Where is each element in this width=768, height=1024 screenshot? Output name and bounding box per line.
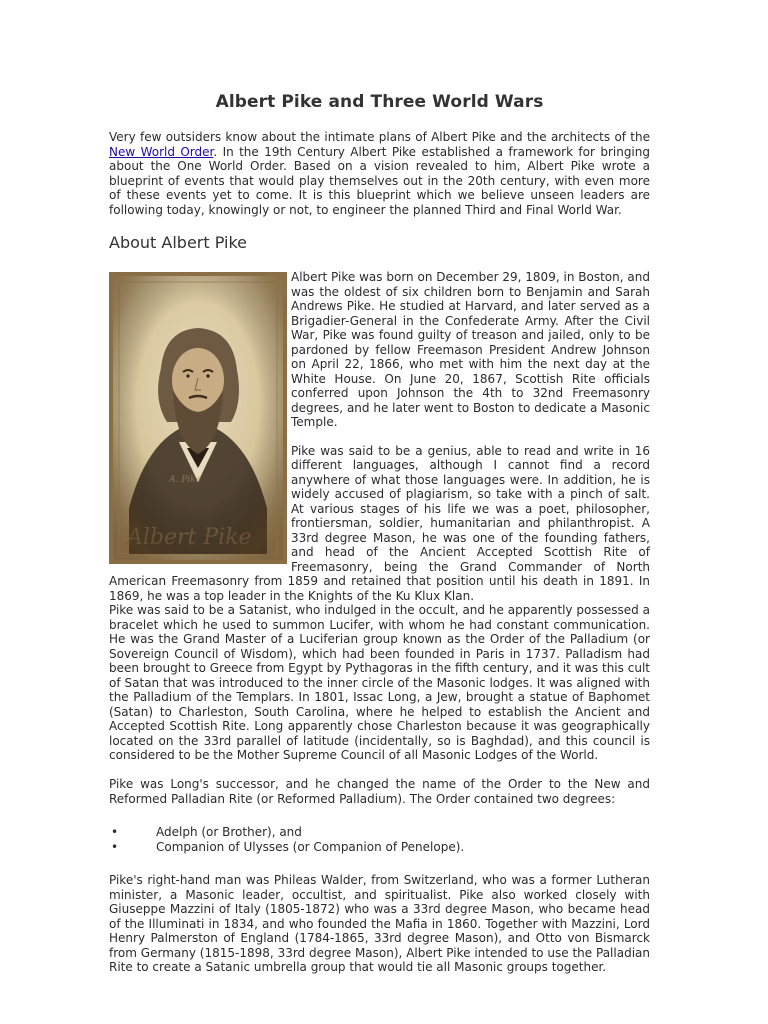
intro-text-end: . In the 19th Century Albert Pike established a framework for bringing about the One World Order. Based on a vision revealed to him, Albert Pike wrote a blueprint of events that would play themselves out in the 20th century, with even more of these events yet to come. It is this blueprint which we believe unseen leaders are following today, knowingly or not, to engineer the planned Third and Final World War. xyxy=(109,144,650,217)
intro-paragraph xyxy=(109,130,650,217)
walder-paragraph: Pike's right-hand man was Phileas Walder, from Switzerland, who was a former Lutheran minister, a Masonic leader, occultist, and spiritualist. Pike also worked closely with Giuseppe Mazzini of Italy (1805-1872) who was a 33rd degree Mason, who became head of the Illuminati in 1834, and who founded the Mafia in 1860. Together with Mazzini, Lord Henry Palmerston of England (1784-1865, 33rd degree Mason), and Otto von Bismarck from Germany (1815-1898, 33rd degree Mason), Albert Pike intended to use the Palladian Rite to create a Satanic umbrella group that would tie all Masonic groups together. xyxy=(109,873,650,974)
list-item-text: Companion of Ulysses (or Companion of Penelope). xyxy=(156,840,465,854)
satanist-paragraph: Pike was said to be a Satanist, who indulged in the occult, and he apparently possessed a bracelet which he used to summon Lucifer, with whom he had constant communication. He was the Grand Master of a Luciferian group known as the Order of the Palladium (or Sovereign Council of Wisdom), which had been founded in Paris in 1737. Palladism had been brought to Greece from Egypt by Pythagoras in the fifth century, and it was this cult of Satan that was introduced to the inner circle of the Masonic lodges. It was aligned with the Palladium of the Templars. In 1801, Issac Long, a Jew, brought a statue of Baphomet (Satan) to Charleston, South Carolina, where he helped to establish the Ancient and Accepted Scottish Rite. Long apparently chose Charleston because it was geographically located on the 33rd parallel of latitude (incidentally, so is Baghdad), and this council is considered to be the Mother Supreme Council of all Masonic Lodges of the World. xyxy=(109,603,650,762)
bullet-icon: • xyxy=(111,840,119,854)
successor-paragraph: Pike was Long's successor, and he changed the name of the Order to the New and Reformed Palladian Rite (or Reformed Palladium). The Order contained two degrees: xyxy=(109,777,650,806)
bullet-icon: • xyxy=(111,825,119,839)
list-item-text: Adelph (or Brother), and xyxy=(156,825,302,839)
new-world-order-link[interactable]: New World Order xyxy=(109,144,214,159)
bio-section xyxy=(109,270,650,617)
degrees-list xyxy=(109,825,650,855)
albert-pike-portrait xyxy=(109,272,287,564)
page-title: Albert Pike and Three World Wars xyxy=(215,92,544,112)
list-item xyxy=(109,840,650,855)
bio-paragraph-2: Pike was said to be a genius, able to read and write in 16 different languages, although I cannot find a record anywhere of what those languages were. In addition, he is widely accused of plagiarism, so take with a pinch of salt. At various stages of his life we was a poet, philosopher, frontiersman, soldier, humanitarian and philanthropist. A 33rd degree Mason, he was one of the founding fathers, and head of the Ancient Accepted Scottish Rite of Freemasonry, being the Grand Commander of North American Freemasonry from 1859 and retained that position until his death in 1891. In 1869, he was a top leader in the Knights of the Ku Klux Klan. xyxy=(109,443,650,603)
about-heading: About Albert Pike xyxy=(109,233,247,252)
list-item xyxy=(109,825,650,840)
bio-paragraph-1: Albert Pike was born on December 29, 1809, in Boston, and was the oldest of six children born to Benjamin and Sarah Andrews Pike. He studied at Harvard, and later served as a Brigadier-General in the Confederate Army. After the Civil War, Pike was found guilty of treason and jailed, only to be pardoned by fellow Freemason President Andrew Johnson on April 22, 1866, who met with him the next day at the White House. On June 20, 1867, Scottish Rite officials conferred upon Johnson the 4th to 32nd Freemasonry degrees, and he later went to Boston to dedicate a Masonic Temple. xyxy=(291,270,650,429)
intro-text-start: Very few outsiders know about the intimate plans of Albert Pike and the architects of the xyxy=(109,130,650,144)
